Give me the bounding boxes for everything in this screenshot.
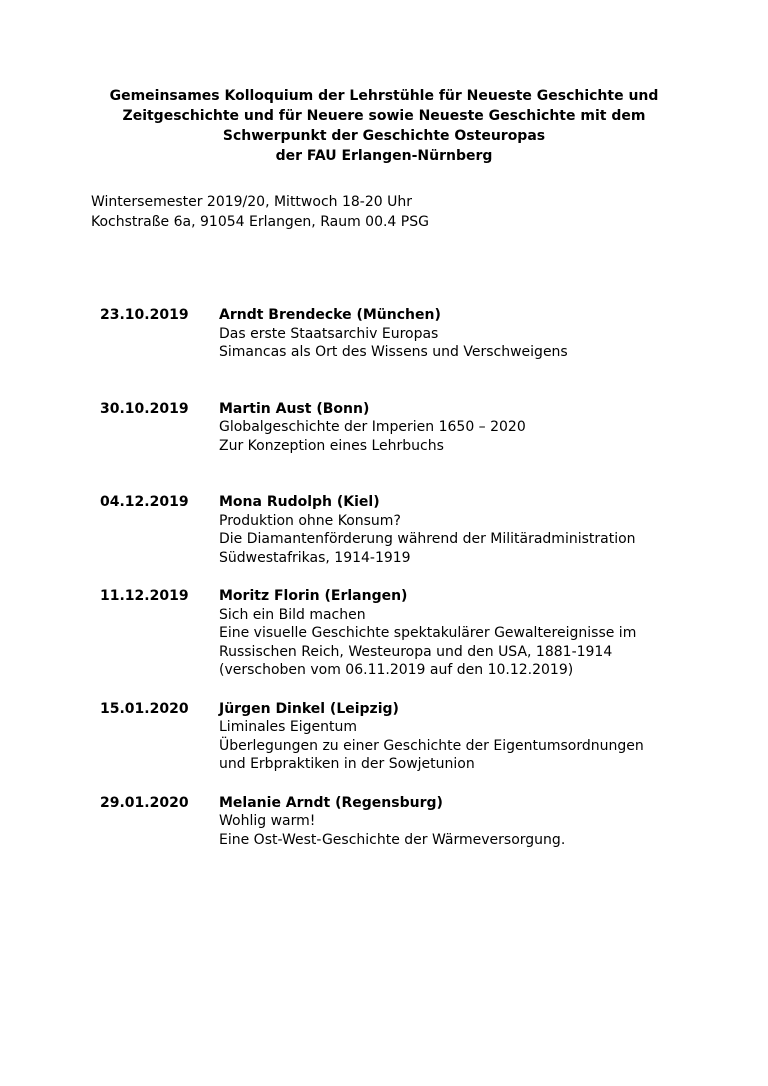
title-line: der FAU Erlangen-Nürnberg xyxy=(275,148,493,164)
session-talk xyxy=(219,700,728,774)
session-speaker: Melanie Arndt (Regensburg) xyxy=(219,794,443,811)
semester-info xyxy=(91,192,768,232)
session-title-line: und Erbpraktiken in der Sowjetunion xyxy=(219,756,475,772)
session-date: 15.01.2020 xyxy=(100,700,189,717)
session-date: 23.10.2019 xyxy=(100,307,189,323)
session-title-line: Eine Ost-West-Geschichte der Wärmeversorgung. xyxy=(219,831,566,848)
session-speaker: Mona Rudolph (Kiel) xyxy=(219,494,380,510)
session-talk xyxy=(219,493,728,567)
session-date: 11.12.2019 xyxy=(100,588,189,604)
session-title-line: Produktion ohne Konsum? xyxy=(219,512,401,529)
session-title-line: Das erste Staatsarchiv Europas xyxy=(219,325,439,342)
session-title-line: Zur Konzeption eines Lehrbuchs xyxy=(219,437,444,454)
session-speaker: Jürgen Dinkel (Leipzig) xyxy=(219,700,399,717)
session-entry xyxy=(100,306,728,362)
session-title-line: Südwestafrikas, 1914-1919 xyxy=(219,549,411,566)
session-date: 29.01.2020 xyxy=(100,794,189,811)
session-speaker: Arndt Brendecke (München) xyxy=(219,307,441,323)
session-entry xyxy=(100,493,728,567)
session-title-line: Liminales Eigentum xyxy=(219,719,358,735)
session-date: 30.10.2019 xyxy=(100,400,189,417)
session-title-line: Simancas als Ort des Wissens und Verschweigens xyxy=(219,344,568,360)
session-title-line: Globalgeschichte der Imperien 1650 – 2020 xyxy=(219,419,526,435)
title-line: Zeitgeschichte und für Neuere sowie Neueste Geschichte mit dem xyxy=(122,108,646,124)
session-title-line: Überlegungen zu einer Geschichte der Eigentumsordnungen xyxy=(219,737,644,754)
session-talk xyxy=(219,400,728,456)
page-title xyxy=(0,0,768,166)
title-line: Gemeinsames Kolloquium der Lehrstühle für Neueste Geschichte und xyxy=(109,88,659,104)
session-talk xyxy=(219,306,728,362)
semester-time-line: Wintersemester 2019/20, Mittwoch 18-20 Uhr xyxy=(91,194,412,210)
session-title-line: Wohlig warm! xyxy=(219,813,316,829)
location-line: Kochstraße 6a, 91054 Erlangen, Raum 00.4 PSG xyxy=(91,214,429,230)
session-date: 04.12.2019 xyxy=(100,494,189,510)
session-entry xyxy=(100,700,728,774)
session-talk xyxy=(219,794,728,850)
session-speaker: Martin Aust (Bonn) xyxy=(219,400,370,417)
session-list xyxy=(100,306,728,849)
session-talk xyxy=(219,587,728,680)
session-entry xyxy=(100,587,728,680)
session-note-line: (verschoben vom 06.11.2019 auf den 10.12.2019) xyxy=(219,662,574,678)
session-speaker: Moritz Florin (Erlangen) xyxy=(219,588,408,604)
title-line: Schwerpunkt der Geschichte Osteuropas xyxy=(222,128,546,144)
session-title-line: Die Diamantenförderung während der Militäradministration xyxy=(219,531,636,547)
session-entry xyxy=(100,794,728,850)
session-entry xyxy=(100,400,728,456)
session-title-line: Sich ein Bild machen xyxy=(219,606,366,623)
session-title-line: Russischen Reich, Westeuropa und den USA, 1881-1914 xyxy=(219,643,613,660)
session-title-line: Eine visuelle Geschichte spektakulärer Gewaltereignisse im xyxy=(219,625,637,641)
